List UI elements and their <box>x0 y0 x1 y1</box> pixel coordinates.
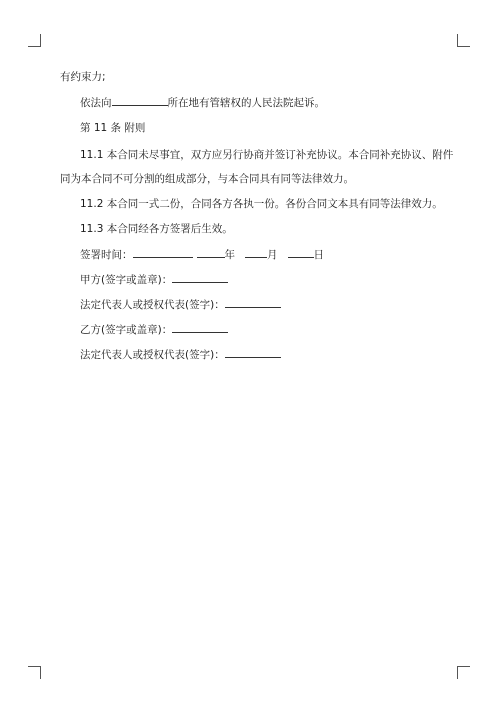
court-clause-line <box>80 95 325 110</box>
court-clause-suffix: 所在地有管辖权的人民法院起诉。 <box>167 97 325 109</box>
clause-11-1-line-2 <box>60 172 354 186</box>
party-b-sign-line <box>80 322 228 337</box>
signing-time-blank <box>133 247 193 258</box>
party-a-label: 甲方(签字或盖章)： <box>80 274 173 286</box>
clause-11-1-text-a: 11.1 本合同未尽事宜，双方应另行协商并签订补充协议。本合同补充协议、附件 <box>80 149 454 161</box>
clause-11-2-text: 11.2 本合同一式二份，合同各方各执一份。各份合同文本具有同等法律效力。 <box>80 198 443 210</box>
year-blank <box>197 247 225 258</box>
crop-mark-bottom-left <box>28 666 41 679</box>
day-blank <box>288 247 314 258</box>
crop-mark-top-left <box>28 34 41 47</box>
clause-11-3 <box>80 222 233 236</box>
clause-11-3-text: 11.3 本合同经各方签署后生效。 <box>80 223 233 235</box>
binding-force-text: 有约束力; <box>60 71 106 83</box>
clause-11-1-line-1 <box>80 148 453 162</box>
court-blank <box>112 95 168 106</box>
clause-11-1-text-b: 同为本合同不可分割的组成部分，与本合同具有同等法律效力。 <box>60 173 354 185</box>
signing-time-line <box>80 247 324 262</box>
article-11-title <box>80 121 145 135</box>
crop-mark-top-right <box>457 34 470 47</box>
month-label: 月 <box>267 249 278 261</box>
day-label: 日 <box>313 249 324 261</box>
party-a-rep-label: 法定代表人或授权代表(签字)： <box>80 299 225 311</box>
party-a-rep-sign-line <box>80 297 281 312</box>
party-a-blank <box>172 272 228 283</box>
signing-time-label: 签署时间： <box>80 249 133 261</box>
party-b-rep-sign-line <box>80 347 281 362</box>
clause-11-2 <box>80 197 443 211</box>
party-a-rep-blank <box>225 297 281 308</box>
party-b-rep-label: 法定代表人或授权代表(签字)： <box>80 349 225 361</box>
party-b-label: 乙方(签字或盖章)： <box>80 324 173 336</box>
year-label: 年 <box>224 249 235 261</box>
party-b-rep-blank <box>225 347 281 358</box>
party-a-sign-line <box>80 272 228 287</box>
crop-mark-bottom-right <box>457 666 470 679</box>
binding-force-line <box>60 70 106 84</box>
party-b-blank <box>172 322 228 333</box>
month-blank <box>245 247 267 258</box>
court-clause-prefix: 依法向 <box>80 97 112 109</box>
article-11-title-text: 第 11 条 附则 <box>80 122 146 134</box>
